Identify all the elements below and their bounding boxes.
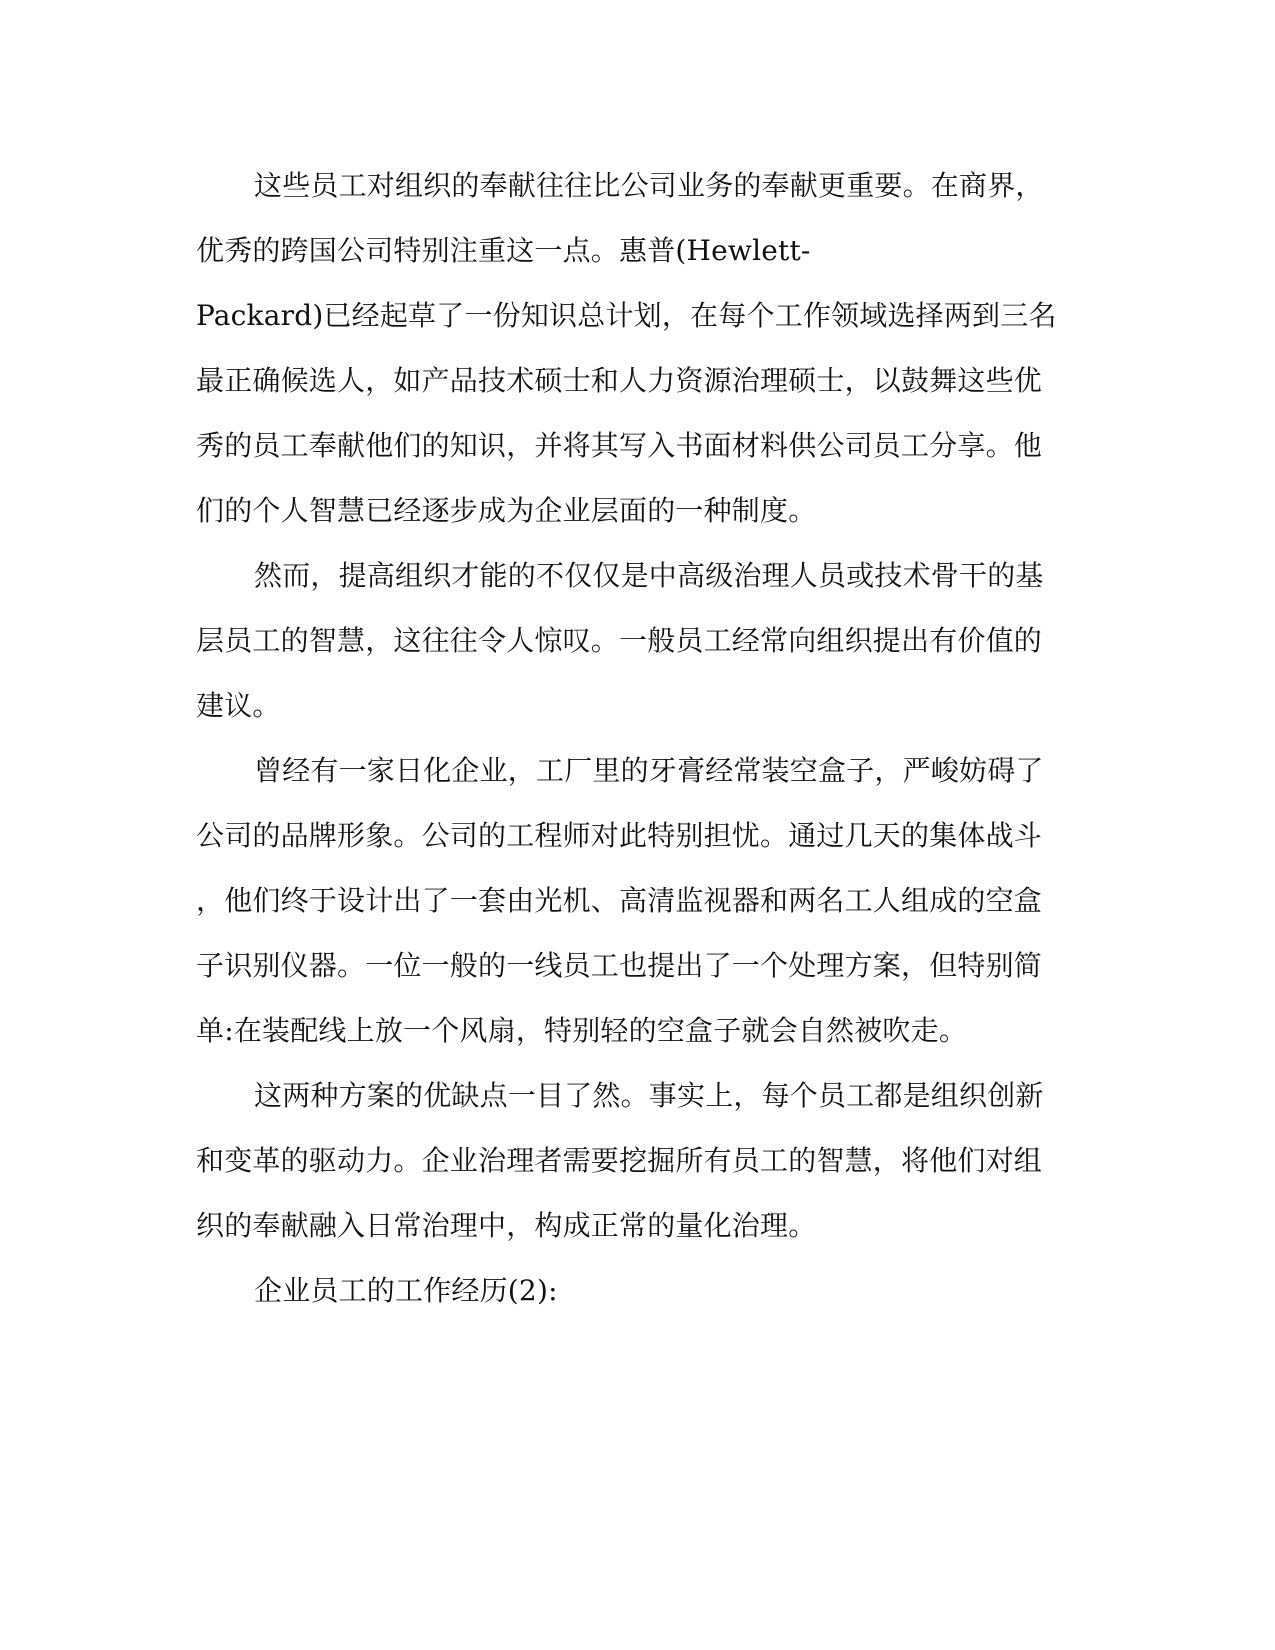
paragraph-5: [196, 1258, 1076, 1323]
text-line: 优秀的跨国公司特别注重这一点。惠普(Hewlett-: [196, 234, 811, 267]
text-line: 这两种方案的优缺点一目了然。事实上，每个员工都是组织创新: [254, 1079, 1044, 1112]
text-line: 织的奉献融入日常治理中，构成正常的量化治理。: [196, 1209, 817, 1242]
text-line: 子识别仪器。一位一般的一线员工也提出了一个处理方案，但特别简: [196, 949, 1043, 982]
paragraph-2: [196, 543, 1076, 738]
paragraph-3: [196, 738, 1076, 1063]
text-line: 秀的员工奉献他们的知识，并将其写入书面材料供公司员工分享。他: [196, 429, 1043, 462]
document-body: [196, 153, 1076, 1323]
paragraph-4: [196, 1063, 1076, 1258]
text-line: ，他们终于设计出了一套由光机、高清监视器和两名工人组成的空盒: [196, 884, 1043, 917]
text-line: 然而，提高组织才能的不仅仅是中高级治理人员或技术骨干的基: [254, 559, 1044, 592]
text-line: 最正确候选人，如产品技术硕士和人力资源治理硕士，以鼓舞这些优: [196, 364, 1043, 397]
text-line: 曾经有一家日化企业，工厂里的牙膏经常装空盒子，严峻妨碍了: [254, 754, 1044, 787]
text-line: 们的个人智慧已经逐步成为企业层面的一种制度。: [196, 494, 817, 527]
text-line: 这些员工对组织的奉献往往比公司业务的奉献更重要。在商界，: [254, 169, 1044, 202]
text-line: 单:在装配线上放一个风扇，特别轻的空盒子就会自然被吹走。: [196, 1014, 968, 1047]
text-line: 层员工的智慧，这往往令人惊叹。一般员工经常向组织提出有价值的: [196, 624, 1043, 657]
text-line: 建议。: [196, 689, 281, 722]
text-line: Packard)已经起草了一份知识总计划，在每个工作领域选择两到三名: [196, 299, 1057, 332]
section-heading: 企业员工的工作经历(2):: [254, 1274, 558, 1307]
text-line: 和变革的驱动力。企业治理者需要挖掘所有员工的智慧，将他们对组: [196, 1144, 1043, 1177]
text-line: 公司的品牌形象。公司的工程师对此特别担忧。通过几天的集体战斗: [196, 819, 1043, 852]
paragraph-1: [196, 153, 1076, 543]
